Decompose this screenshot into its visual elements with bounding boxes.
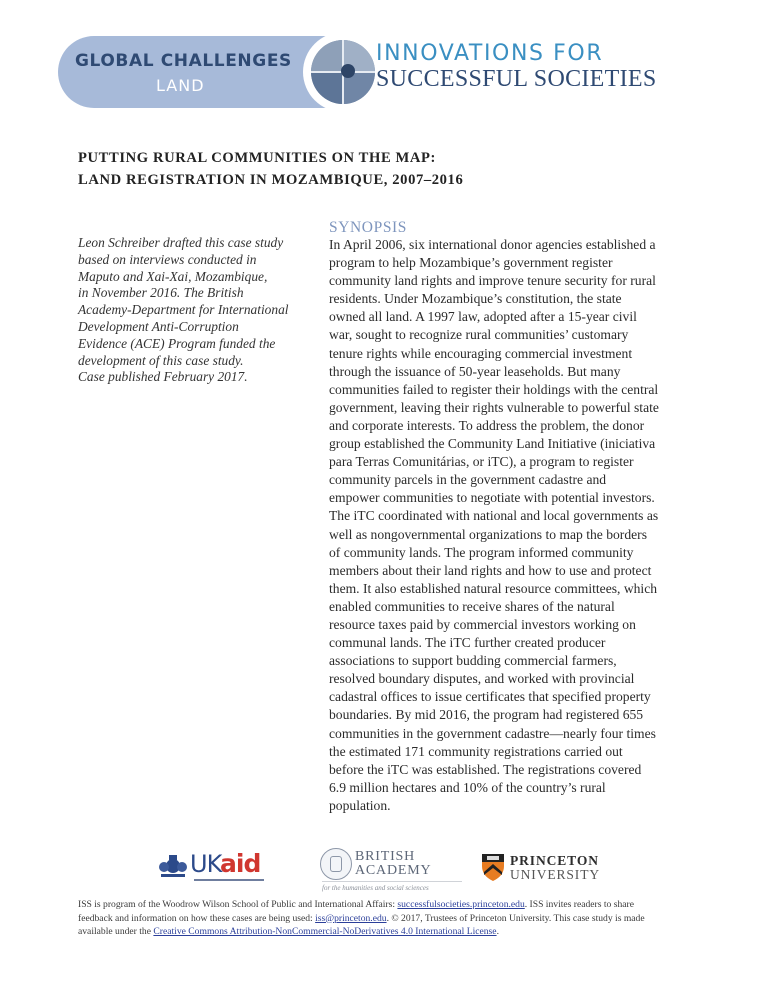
ukaid-tagline	[194, 879, 264, 881]
ba-line1: BRITISH	[355, 849, 416, 864]
credit-line: Case published February 2017.	[78, 369, 248, 385]
synopsis-line: members about their land rights and how to use and protect	[329, 562, 652, 578]
program-logo-text	[376, 42, 657, 92]
footer-text: ISS is program of the Woodrow Wilson School of Public and International Affairs:	[78, 899, 398, 910]
synopsis-line: communities in the government cadastre—nearly four times	[329, 725, 656, 741]
credit-line: development of this case study.	[78, 352, 244, 368]
synopsis-line: enabled communities to receive shares of the natural	[329, 598, 615, 614]
pu-line1: PRINCETON	[510, 853, 599, 868]
synopsis-line: resolved boundary disputes, and worked with provincial	[329, 671, 635, 687]
credit-line: based on interviews conducted in	[78, 251, 257, 267]
ba-divider	[322, 881, 462, 882]
title-line2: LAND REGISTRATION IN MOZAMBIQUE, 2007–2016	[78, 172, 464, 188]
synopsis-line: The iTC coordinated with national and local governments as	[329, 508, 659, 524]
synopsis-body	[329, 236, 709, 815]
series-pill	[58, 36, 338, 108]
synopsis-line: the estimated 171 community registrations carried out	[329, 743, 623, 759]
footer-line2	[78, 912, 698, 926]
credit-line: Leon Schreiber drafted this case study	[78, 235, 284, 250]
ba-line2: ACADEMY	[355, 863, 432, 878]
footer-text: . ISS invites readers to share	[524, 899, 634, 910]
program-line2: SUCCESSFUL SOCIETIES	[376, 66, 657, 92]
footer-text: feedback and information on how these cases are being used:	[78, 912, 316, 924]
program-line1: INNOVATIONS FOR	[376, 41, 604, 66]
synopsis-line: residents. Under Mozambique’s constitution, the state	[329, 291, 622, 307]
series-subtitle: LAND	[156, 76, 205, 95]
princeton-logo	[481, 852, 611, 884]
footer-text: . © 2017, Trustees of Princeton University. This case study is made	[386, 912, 645, 924]
credit-line: Development Anti-Corruption	[78, 318, 239, 334]
credit-line: in November 2016. The British	[78, 285, 244, 301]
synopsis-line: population.	[329, 797, 391, 813]
footer-line1	[78, 898, 698, 912]
ukaid-aid-text: aid	[220, 849, 261, 878]
synopsis-line: cadastral offices to issue certificates that specified property	[329, 689, 651, 705]
synopsis-line: In April 2006, six international donor agencies established a	[329, 237, 656, 252]
credit-line: Evidence (ACE) Program funded the	[78, 335, 276, 351]
synopsis-line: and corporate interests. To address the problem, the donor	[329, 417, 645, 433]
title-line1: PUTTING RURAL COMMUNITIES ON THE MAP:	[78, 150, 437, 166]
iss-website-link[interactable]: successfulsocieties.princeton.edu	[397, 899, 525, 910]
synopsis-line: 6.9 million hectares and 10% of the country’s rural	[329, 779, 606, 795]
synopsis-line: para Terras Comunitárias, or iTC), a program to register	[329, 454, 634, 470]
synopsis-line: them. It also established natural resource committees, which	[329, 580, 658, 596]
puzzle-globe-icon	[311, 40, 375, 104]
synopsis-heading: SYNOPSIS	[329, 219, 408, 236]
synopsis-line: before the iTC was established. The registrations covered	[329, 761, 642, 777]
footer-notice	[78, 898, 698, 939]
license-link[interactable]: Creative Commons Attribution-NonCommercial-NoDerivatives 4.0 International License	[153, 926, 497, 938]
princeton-shield-icon	[481, 852, 505, 882]
synopsis-line: boundaries. By mid 2016, the program had registered 655	[329, 707, 644, 723]
document-title	[78, 147, 463, 191]
header-banner	[58, 36, 368, 108]
synopsis-line: group established the Community Land Initiative (iniciativa	[329, 436, 656, 452]
synopsis-line: government, leaving their rights vulnerable to powerful state	[329, 399, 659, 415]
credit-line: Maputo and Xai-Xai, Mozambique,	[78, 268, 268, 284]
synopsis-line: of community lands. The program informed community	[329, 544, 634, 560]
synopsis-line: empower communities to negotiate with potential investors.	[329, 490, 655, 506]
footer-line3	[78, 925, 698, 939]
iss-email-link[interactable]: iss@princeton.edu	[315, 912, 387, 924]
synopsis-line: owned all land. A 1997 law, adopted after a 15-year civil	[329, 309, 637, 325]
series-title: GLOBAL CHALLENGES	[75, 51, 292, 71]
british-academy-logo	[320, 848, 460, 898]
synopsis-line: through the issuance of 50-year leaseholds. But many	[329, 363, 621, 379]
academy-seal-icon	[320, 848, 352, 880]
synopsis-line: resource taxes paid by commercial investors working on	[329, 616, 636, 632]
synopsis-line: community parcels in the government cadastre and	[329, 472, 607, 488]
ba-tagline: for the humanities and social sciences	[322, 884, 429, 892]
pu-line2: UNIVERSITY	[510, 867, 600, 882]
synopsis-line: communal lands. The iTC further created producer	[329, 635, 606, 651]
synopsis-line: communities failed to register their holdings with the central	[329, 381, 659, 397]
credit-line: Academy-Department for International	[78, 302, 289, 318]
footer-text: available under the	[78, 926, 154, 938]
synopsis-line: war, sought to recognize rural communities’ customary	[329, 327, 629, 343]
synopsis-line: program to help Mozambique’s government register	[329, 255, 613, 271]
ukaid-uk-text: UK	[190, 850, 222, 878]
footer-text: .	[496, 926, 499, 938]
author-credit	[78, 235, 298, 386]
royal-crest-icon	[158, 854, 188, 878]
synopsis-line: tenure rights while encouraging commercial investment	[329, 345, 633, 361]
sponsor-logos	[0, 840, 768, 900]
ukaid-logo	[158, 849, 268, 884]
synopsis-line: associations to support budding commercial farmers,	[329, 653, 617, 669]
synopsis-line: community land rights and improve tenure security for rural	[329, 273, 656, 289]
synopsis-line: well as nongovernmental organizations to map the borders	[329, 526, 647, 542]
